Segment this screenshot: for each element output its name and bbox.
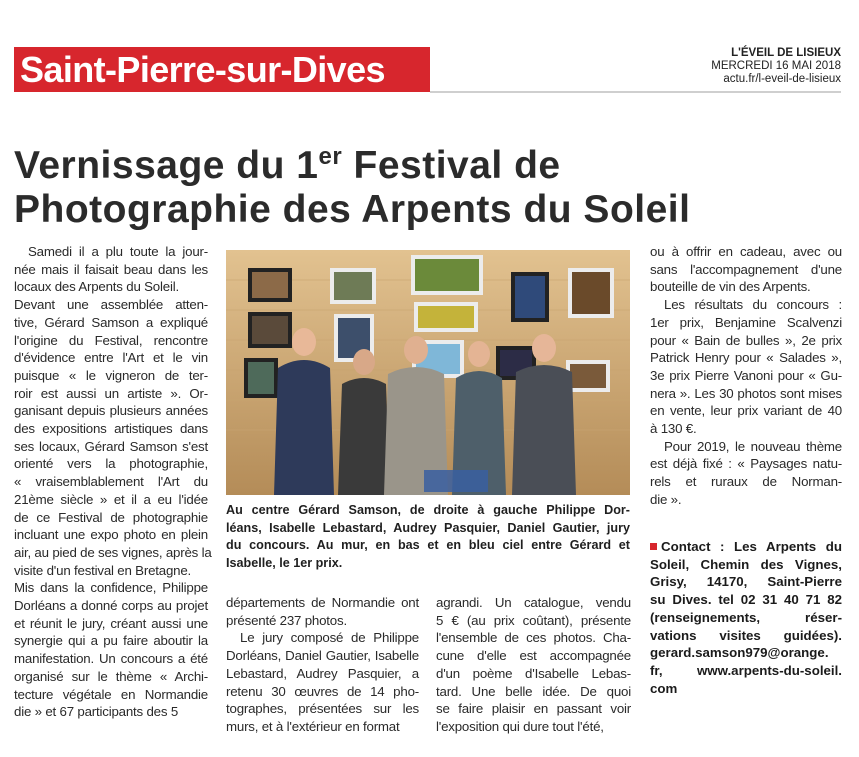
contact-line: Soleil, Chemin des Vignes, <box>650 556 842 572</box>
col1-line: synergie qui a pu faire aboutir la <box>14 633 208 649</box>
col1-line: locaux des Arpents du Soleil. <box>14 279 179 295</box>
col4-line: 3e prix Pierre Vanoni pour « Gu- <box>650 367 842 383</box>
article-column-2 <box>226 594 419 736</box>
col1-line: Samedi il a plu toute la jour- <box>28 244 208 259</box>
col4-line: en vente, leur prix variant de 40 <box>650 403 842 419</box>
col1-line: ganisant depuis plusieurs années <box>14 403 208 419</box>
contact-line: Grisy, 14170, Saint-Pierre <box>650 574 842 590</box>
col1-line: l'origine du Festival, rencontre <box>14 332 208 348</box>
col1-line: incluant une expo photo en plein <box>14 527 208 543</box>
col3-line: 5 € (au prix coûtant), présente <box>436 612 631 628</box>
col2-line: Lebastard, Audrey Pasquier, a <box>226 665 419 681</box>
contact-line: (renseignements, réser- <box>650 609 842 625</box>
col2-line: Dorléans, Daniel Gautier, Isabelle <box>226 648 419 664</box>
col1-line: et réunit le jury, créant aussi une <box>14 615 208 631</box>
col1-line: tive, Gérard Samson a expliqué <box>14 314 208 330</box>
col2-line: tographes, présentées sur les <box>226 701 419 717</box>
col1-line: manifestation. Un concours a été <box>14 651 208 667</box>
col1-line: ses locaux, Gérard Samson s'est <box>14 438 208 454</box>
publication-url[interactable]: actu.fr/l-eveil-de-lisieux <box>723 73 841 85</box>
col4-line: Patrick Henry pour « Salades », <box>650 350 842 366</box>
publication-date: MERCREDI 16 MAI 2018 <box>711 60 841 72</box>
col1-line: die » et 67 participants des 5 <box>14 704 179 720</box>
event-photo <box>226 250 630 495</box>
col3-line: agrandi. Un catalogue, vendu <box>436 595 631 610</box>
col4-line: est déjà fixé : « Paysages natu- <box>650 456 842 472</box>
article-column-1 <box>14 243 212 721</box>
col4-line: sans l'accompagnement d'une <box>650 261 842 277</box>
col4-line: Les résultats du concours : <box>664 297 842 313</box>
col3-line: l'ensemble de ces photos. Cha- <box>436 630 631 646</box>
col1-line: visite d'un festival en Bretagne. <box>14 562 192 578</box>
col1-line: puisque « le vigneron de ter- <box>14 367 208 383</box>
col1-line: Devant une assemblée atten- <box>14 297 208 313</box>
col1-line: « vraisemblablement l'Art du <box>14 474 208 490</box>
col1-line: Dorléans a donné corps au projet <box>14 598 208 614</box>
contact-line: fr, www.arpents-du-soleil. <box>650 662 842 678</box>
headline-line-1: Vernissage du 1er Festival de <box>14 143 561 187</box>
col4-line: rels et ruraux de Norman- <box>650 474 842 490</box>
col2-line: murs, et à l'extérieur en format <box>226 718 400 734</box>
col4-line: die ». <box>650 491 682 507</box>
caption-line: Isabelle, le 1er prix. <box>226 555 343 570</box>
col1-line: d'évidence entre l'Art et le vin <box>14 350 208 366</box>
col4-line: 1er prix, Benjamine Scalvenzi <box>650 314 842 330</box>
col1-line: air, au pied de ses vignes, après la <box>14 544 212 560</box>
col4-line: Pour 2019, le nouveau thème <box>664 438 842 454</box>
col1-line: tecture végétale en Normandie <box>14 686 208 702</box>
col3-line: l'exposition qui dure tout l'été, <box>436 718 604 734</box>
col1-line: née mais il faisait beau dans les <box>14 261 208 277</box>
col1-line: roir est aussi un artiste ». Or- <box>14 385 208 401</box>
col1-line: de ce Festival de photographie <box>14 509 208 525</box>
contact-line: gerard.samson979@orange. <box>650 645 829 661</box>
col1-line: 21ème siècle » et il a eu l'idée <box>14 491 208 507</box>
photo-caption <box>226 502 630 572</box>
bullet-square-icon <box>650 543 657 550</box>
col2-line: retenu 30 œuvres de 14 pho- <box>226 683 419 699</box>
col1-line: organisé sur le thème « Archi- <box>14 668 208 684</box>
col4-line: pour « Bain de bulles », 2e prix <box>650 332 842 348</box>
contact-box <box>650 538 842 697</box>
col3-line: tard. Une belle idée. De quoi <box>436 683 631 699</box>
col2-line: Le jury composé de Philippe <box>240 630 419 646</box>
header-rule <box>430 91 841 93</box>
masthead <box>711 47 841 86</box>
col4-line: ou à offrir en cadeau, avec ou <box>650 244 842 259</box>
contact-line: su Dives. tel 02 31 40 71 82 <box>650 592 842 608</box>
contact-line: Contact : Les Arpents du <box>650 538 842 556</box>
col4-line: bouteille de vin des Arpents. <box>650 279 811 295</box>
col4-line: à 130 €. <box>650 421 697 437</box>
caption-line: Au centre Gérard Samson, de droite à gauche Philippe Dor- <box>226 503 630 517</box>
headline <box>14 144 844 232</box>
col3-line: cune d'elle est accompagnée <box>436 648 631 664</box>
col3-line: se faire plaisir en passant voir <box>436 701 631 717</box>
publication-name: L'ÉVEIL DE LISIEUX <box>731 47 841 59</box>
headline-line-2: Photographie des Arpents du Soleil <box>14 188 691 231</box>
contact-line: vations visites guidées). <box>650 627 842 643</box>
col2-line: présenté 237 photos. <box>226 612 347 628</box>
article-column-4 <box>650 243 842 509</box>
caption-line: du concours. Au mur, en bas et en bleu ciel entre Gérard et <box>226 538 630 553</box>
article-column-3 <box>436 594 631 736</box>
col1-line: des expositions artistiques dans <box>14 421 208 437</box>
section-banner: Saint-Pierre-sur-Dives <box>14 47 430 92</box>
contact-line: com <box>650 680 678 696</box>
col3-line: d'un poème d'Isabelle Lebas- <box>436 665 631 681</box>
col2-line: départements de Normandie ont <box>226 595 419 610</box>
col1-line: Mis dans la confidence, Philippe <box>14 580 208 596</box>
col1-line: orienté vers la photographie, <box>14 456 208 472</box>
caption-line: léans, Isabelle Lebastard, Audrey Pasquier, Daniel Gautier, jury <box>226 520 630 535</box>
col4-line: nera ». Les 30 photos sont mises <box>650 385 842 401</box>
